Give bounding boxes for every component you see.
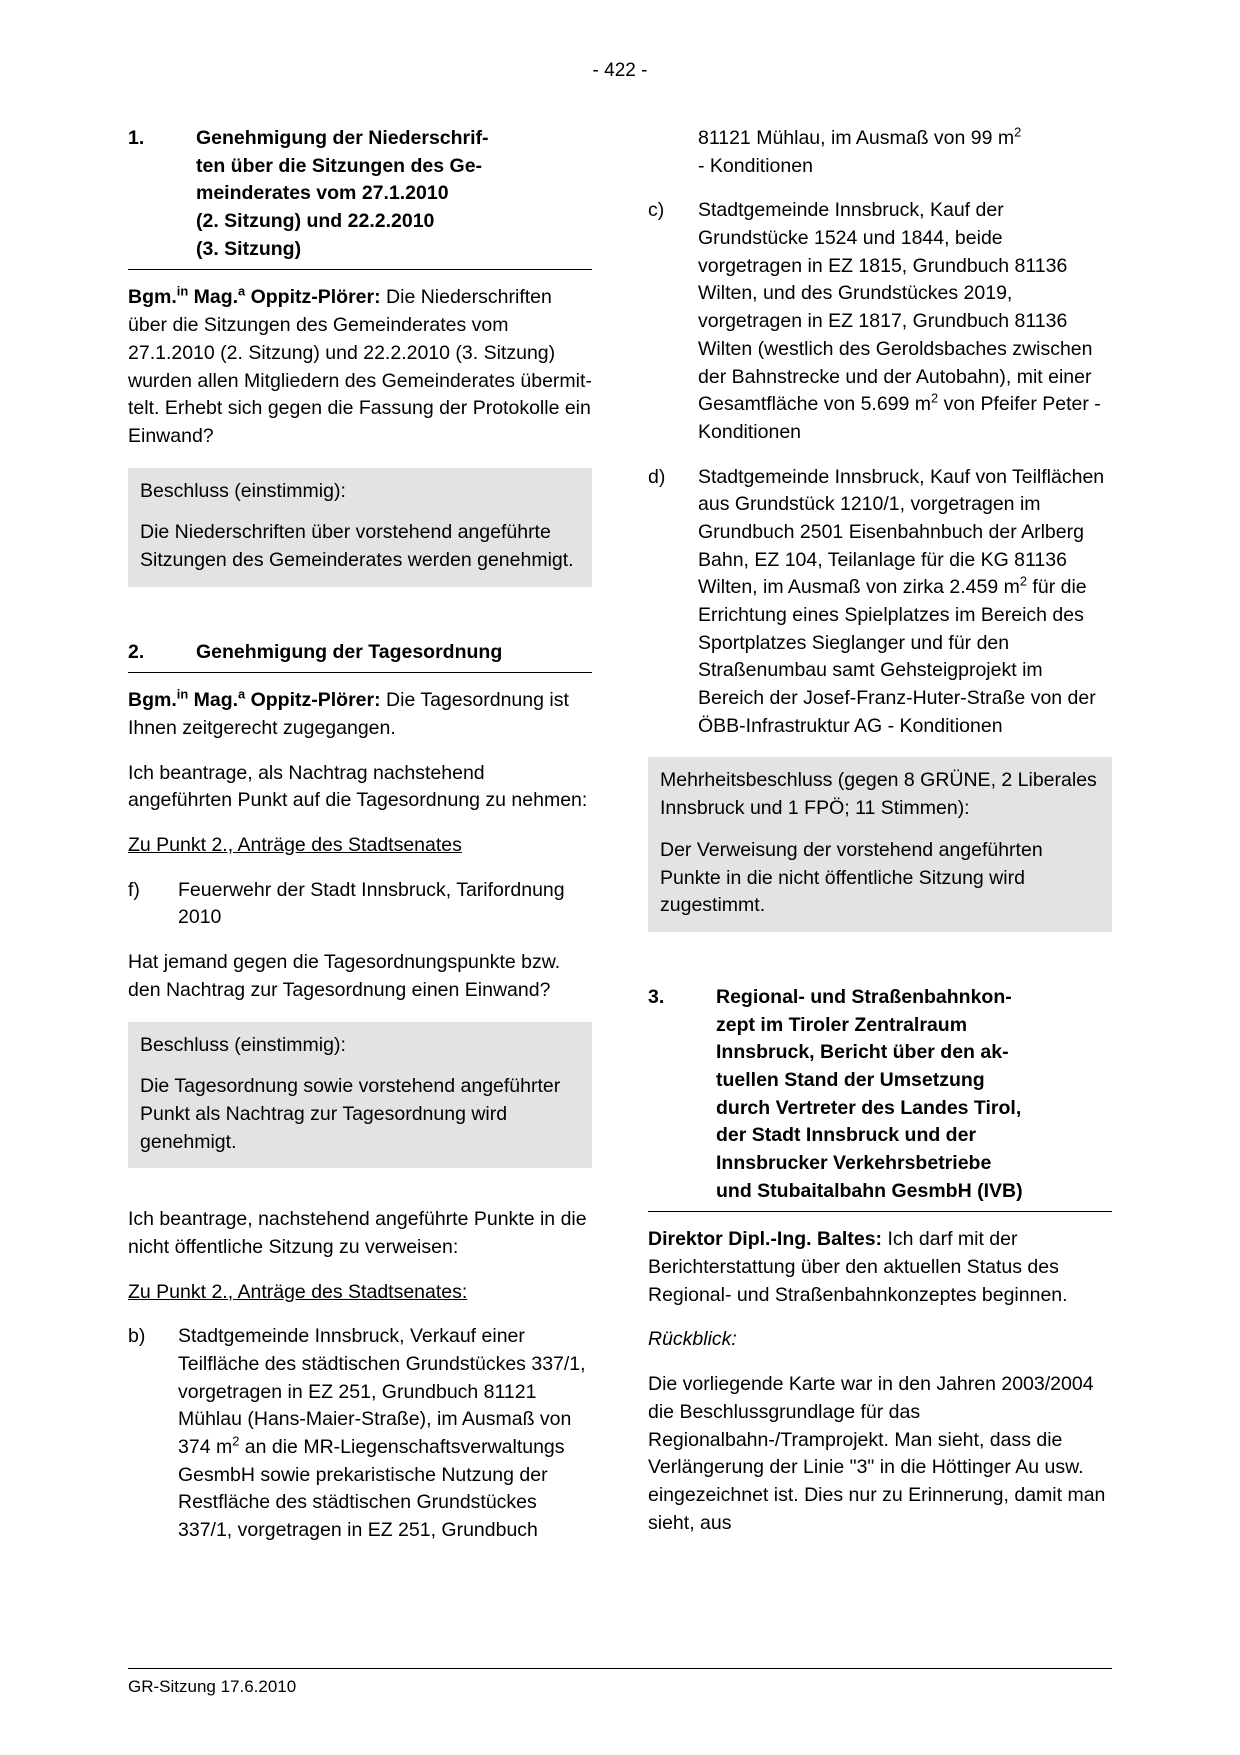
agenda-item-3-title-line-6: der Stadt Innsbruck und der [716, 1124, 977, 1147]
agenda-item-1-title-line-1: Genehmigung der Niederschrif- [196, 127, 489, 149]
item-2-speaker-paragraph [128, 687, 592, 742]
two-column-body [128, 125, 1112, 1562]
agenda-item-3-title-line-1: Regional- und Straßenbahnkon- [716, 985, 1012, 1008]
item-2-question-paragraph: Hat jemand gegen die Tagesordnungspunkte bzw. den Nachtrag zur Tagesordnung einen Einwand? [128, 951, 561, 1001]
agenda-item-3-title-line-8: und Stubaitalbahn GesmbH (IVB) [716, 1179, 1023, 1202]
list-item [128, 1323, 592, 1545]
list-item-text-d [698, 464, 1112, 741]
item-1-speaker-mid: Mag. [188, 286, 239, 309]
list-item-text-b-post: an die MR-Liegenschaftsverwaltungs GesmbH sowie prekaristische Nutzung der Restfläche des städtischen Grundstückes 337/1, vorgetragen in EZ 251, Grundbuch [178, 1436, 565, 1542]
footer-divider [128, 1668, 1112, 1669]
list-item [648, 197, 1112, 446]
spacer-before-item-3 [648, 952, 1112, 984]
item-2-nonpublic-paragraph: Ich beantrage, nachstehend angeführte Punkte in die nicht öffentliche Sitzung zu verweisen: [128, 1208, 587, 1258]
divider-under-item-1 [128, 269, 592, 270]
item-3-speaker-paragraph [648, 1226, 1112, 1309]
list-continuation-spacer [648, 125, 698, 180]
list-item-text-d-sup: 2 [1019, 573, 1028, 589]
list-item-marker-f: f) [128, 878, 140, 901]
item-2-decision-text: Die Tagesordnung sowie vorstehend angeführter Punkt als Nachtrag zur Tagesordnung wird genehmigt. [140, 1075, 561, 1153]
agenda-item-1-heading [128, 125, 592, 263]
continuation-sup: 2 [1014, 124, 1022, 140]
divider-under-item-3 [648, 1211, 1112, 1212]
list-item-text-c-post: von Pfeifer Peter - Konditionen [698, 393, 1101, 443]
item-2-speaker-mid: Mag. [188, 689, 239, 712]
page-number: - 422 - [592, 60, 648, 81]
list-item-text-c [698, 197, 1112, 446]
item-1-speaker-name: Oppitz-Plörer: [245, 286, 381, 309]
list-item-text-c-pre: Stadtgemeinde Innsbruck, Kauf der Grundstücke 1524 und 1844, beide vorgetragen in EZ 1815, Grundbuch 81136 Wilten, und des Grundstückes 2019, vorgetragen in EZ 1817, Grundbuch 81136 Wilten (westlich des Geroldsbaches zwischen der Bahnstrecke und der Autobahn), mit einer Gesamtfläche von 5.699 m [698, 199, 1093, 416]
left-column [128, 125, 592, 1562]
agenda-item-3-heading [648, 984, 1112, 1206]
spacer-before-nonpublic [128, 1188, 592, 1206]
item-2-speaker-sup-in: in [176, 686, 189, 702]
list-item-text-b-sup: 2 [232, 1433, 240, 1449]
agenda-item-3-title-line-3: Innsbruck, Bericht über den ak- [716, 1041, 1009, 1064]
item-2-speaker-prefix: Bgm. [128, 689, 177, 712]
list-item-marker-b: b) [128, 1325, 146, 1348]
list-continuation-text [698, 125, 1112, 180]
item-1-speaker-sup-in: in [176, 283, 189, 299]
agenda-item-3-title-line-4: tuellen Stand der Umsetzung [716, 1068, 985, 1091]
agenda-item-3-title-line-2: zept im Tiroler Zentralraum [716, 1013, 968, 1036]
agenda-item-2-number: 2. [128, 640, 145, 663]
list-item-text-f: Feuerwehr der Stadt Innsbruck, Tarifordnung 2010 [178, 878, 565, 929]
item-1-decision-label: Beschluss (einstimmig): [140, 479, 346, 502]
page-footer [128, 1668, 1112, 1697]
footer-text: GR-Sitzung 17.6.2010 [128, 1677, 297, 1696]
agenda-item-2-heading [128, 639, 592, 667]
divider-under-item-2 [128, 672, 592, 673]
continuation-line-2: - Konditionen [698, 154, 813, 177]
right-decision-text: Der Verweisung der vorstehend angeführten Punkte in die nicht öffentliche Sitzung wird zugestimmt. [660, 838, 1043, 917]
list-item [128, 877, 592, 932]
item-2-speaker-body: Die Tagesordnung ist Ihnen zeitgerecht zugegangen. [128, 689, 569, 739]
item-1-speaker-prefix: Bgm. [128, 286, 177, 309]
item-2-speaker-name: Oppitz-Plörer: [245, 689, 381, 712]
item-1-decision-text: Die Niederschriften über vorstehend angeführte Sitzungen des Gemeinderates werden genehmigt. [140, 521, 574, 571]
item-2-request-paragraph: Ich beantrage, als Nachtrag nachstehend angeführten Punkt auf die Tagesordnung zu nehmen: [128, 761, 588, 812]
item-1-speaker-body: Die Niederschriften über die Sitzungen des Gemeinderates vom 27.1.2010 (2. Sitzung) und 22.2.2010 (3. Sitzung) wurden allen Mitgliedern des Gemeinderates übermittelt. Erhebt sich gegen die Fassung der Protokolle ein Einwand? [128, 286, 592, 447]
list-item-text-b [178, 1323, 592, 1545]
item-3-review-paragraph: Die vorliegende Karte war in den Jahren 2003/2004 die Beschlussgrundlage für das Regionalbahn-/Tramprojekt. Man sieht, dass die Verlängerung der Linie "3" in die Höttinger Au usw. eingezeichnet ist. Dies nur zu Erinnerung, damit man sieht, aus [648, 1373, 1106, 1534]
right-decision-label: Mehrheitsbeschluss (gegen 8 GRÜNE, 2 Liberales Innsbruck und 1 FPÖ; 11 Stimmen): [660, 769, 1097, 820]
list-item-text-d-pre: Stadtgemeinde Innsbruck, Kauf von Teilflächen aus Grundstück 1210/1, vorgetragen im Grundbuch 2501 Eisenbahnbuch der Arlberg Bahn, EZ 104, Teilanlage für die KG 81136 Wilten, im Ausmaß von zirka 2.459 m [698, 465, 1105, 599]
item-2-subheading-stadtsenat-2: Zu Punkt 2., Anträge des Stadtsenates: [128, 1280, 468, 1303]
item-2-subheading-stadtsenat: Zu Punkt 2., Anträge des Stadtsenates [128, 834, 462, 857]
agenda-item-1-title-line-4: (2. Sitzung) und 22.2.2010 [196, 210, 435, 233]
spacer-before-item-2 [128, 607, 592, 639]
item-1-decision-box [128, 468, 592, 587]
agenda-item-3-number: 3. [648, 985, 665, 1008]
agenda-item-1-title-line-5: (3. Sitzung) [196, 237, 302, 260]
agenda-item-1-title [196, 125, 592, 263]
list-item-text-d-post: für die Errichtung eines Spielplatzes im Bereich des Sportplatzes Sieglanger und für den Straßenumbau samt Gehsteigprojekt im Bereich der Josef-Franz-Huter-Straße von der ÖBB-Infrastruktur AG - Konditionen [698, 576, 1096, 737]
continuation-pre: 81121 Mühlau, im Ausmaß von 99 m [698, 127, 1015, 149]
item-1-speaker-sup-a: a [238, 283, 246, 299]
list-item-text-c-sup: 2 [931, 390, 939, 406]
item-2-decision-label: Beschluss (einstimmig): [140, 1033, 346, 1056]
list-item-continuation [648, 125, 1112, 180]
right-column [648, 125, 1112, 1562]
agenda-item-1-title-line-3: meinderates vom 27.1.2010 [196, 182, 449, 205]
item-1-speaker-paragraph [128, 284, 592, 450]
list-item-text-b-pre: Stadtgemeinde Innsbruck, Verkauf einer Teilfläche des städtischen Grundstückes 337/1, vorgetragen in EZ 251, Grundbuch 81121 Mühlau (Hans-Maier-Straße), im Ausmaß von 374 m [178, 1325, 586, 1459]
item-3-subheading-rueckblick: Rückblick: [648, 1328, 737, 1351]
right-decision-box [648, 757, 1112, 931]
list-item [648, 464, 1112, 741]
item-3-speaker-name: Direktor Dipl.-Ing. Baltes: [648, 1228, 883, 1251]
agenda-item-3-title-line-7: Innsbrucker Verkehrsbetriebe [716, 1152, 992, 1174]
agenda-item-3-title-line-5: durch Vertreter des Landes Tirol, [716, 1096, 1022, 1119]
agenda-item-2-title: Genehmigung der Tagesordnung [196, 640, 503, 663]
agenda-item-1-title-line-2: ten über die Sitzungen des Ge- [196, 154, 483, 177]
agenda-item-1-number: 1. [128, 127, 145, 149]
item-2-speaker-sup-a: a [238, 686, 246, 702]
item-2-decision-box [128, 1022, 592, 1169]
list-item-marker-c: c) [648, 199, 665, 222]
list-item-marker-d: d) [648, 465, 666, 488]
agenda-item-3-title [716, 984, 1112, 1206]
item-3-speaker-body: Ich darf mit der Berichterstattung über den aktuellen Status des Regional- und Straßenbahnkonzeptes beginnen. [648, 1228, 1068, 1306]
